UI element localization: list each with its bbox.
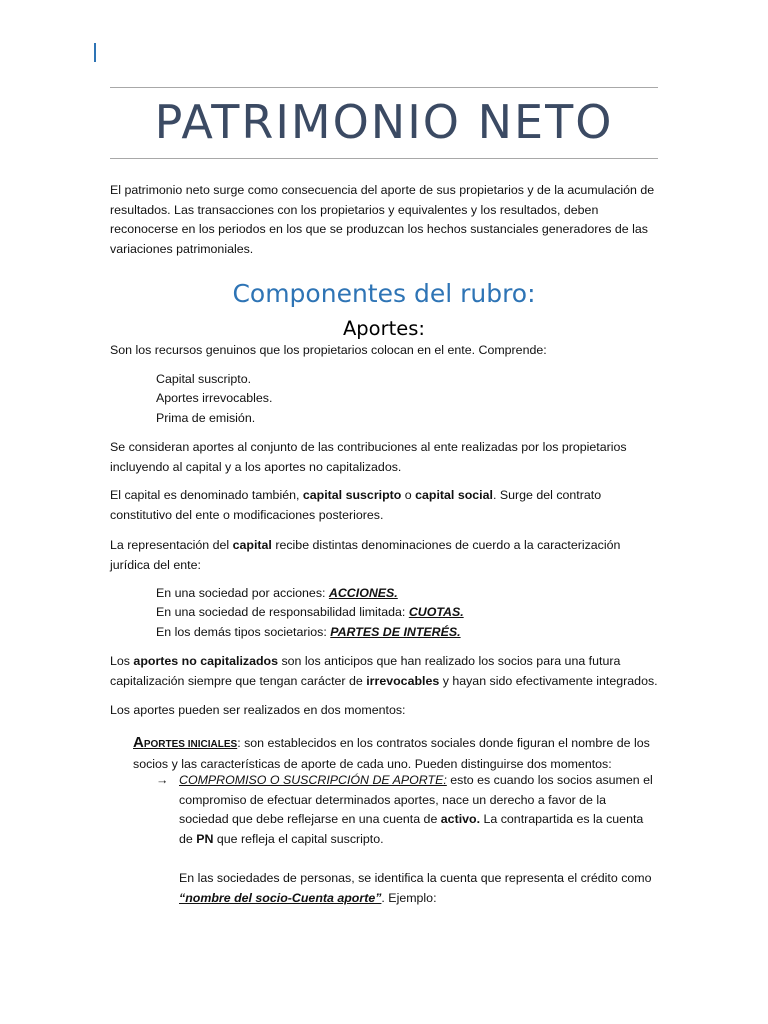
paragraph-no-capitalizados: Los aportes no capitalizados son los anticipos que han realizado los socios para una futura capitalización siempre que tengan carácter de irrevocables y hayan sido efectivamente integrados. [110,654,658,688]
text-cursor [94,43,96,62]
paragraph-representacion: La representación del capital recibe distintas denominaciones de cuerdo a la caracterización jurídica del ente: [110,538,621,572]
paragraph-consideran: Se consideran aportes al conjunto de las contribuciones al ente realizadas por los propietarios incluyendo al capital y a los aportes no capitalizados. [110,440,627,474]
title-top-rule [110,87,658,88]
arrow-icon: → [156,773,169,787]
page-title: PATRIMONIO NETO [154,95,614,149]
heading-componentes: Componentes del rubro: [232,279,536,308]
aportes-intro: Son los recursos genuinos que los propietarios colocan en el ente. Comprende: [110,343,547,357]
paragraph-momentos: Los aportes pueden ser realizados en dos momentos: [110,703,406,717]
compromiso-paragraph: COMPROMISO O SUSCRIPCIÓN DE APORTE: esto es cuando los socios asumen el compromiso de efectuar determinados aportes, nace un derecho a favor de la sociedad que debe reflejarse en una cuenta de activo. La contrapartida es la cuenta de PN que refleja el capital suscripto. [179,773,653,846]
intro-paragraph: El patrimonio neto surge como consecuencia del aporte de sus propietarios y de la acumulación de resultados. Las transacciones con los propietarios y equivalentes y los resultados, deben reconocerse en los periodos en los que se produzcan los hechos sustanciales generadores de las variaciones patrimoniales. [110,183,655,256]
sociedades-paragraph: En las sociedades de personas, se identifica la cuenta que representa el crédito como “nombre del socio-Cuenta aporte”. Ejemplo: [179,871,652,905]
aportes-iniciales-item: APORTES INICIALES: son establecidos en los contratos sociales donde figuran el nombre de los socios y las características de aporte de cada uno. Pueden distinguirse dos momentos: [133,734,650,771]
paragraph-capital: El capital es denominado también, capital suscripto o capital social. Surge del contrato constitutivo del ente o modificaciones posteriores. [110,488,602,522]
title-bottom-rule [110,158,658,159]
heading-aportes: Aportes: [342,317,426,340]
